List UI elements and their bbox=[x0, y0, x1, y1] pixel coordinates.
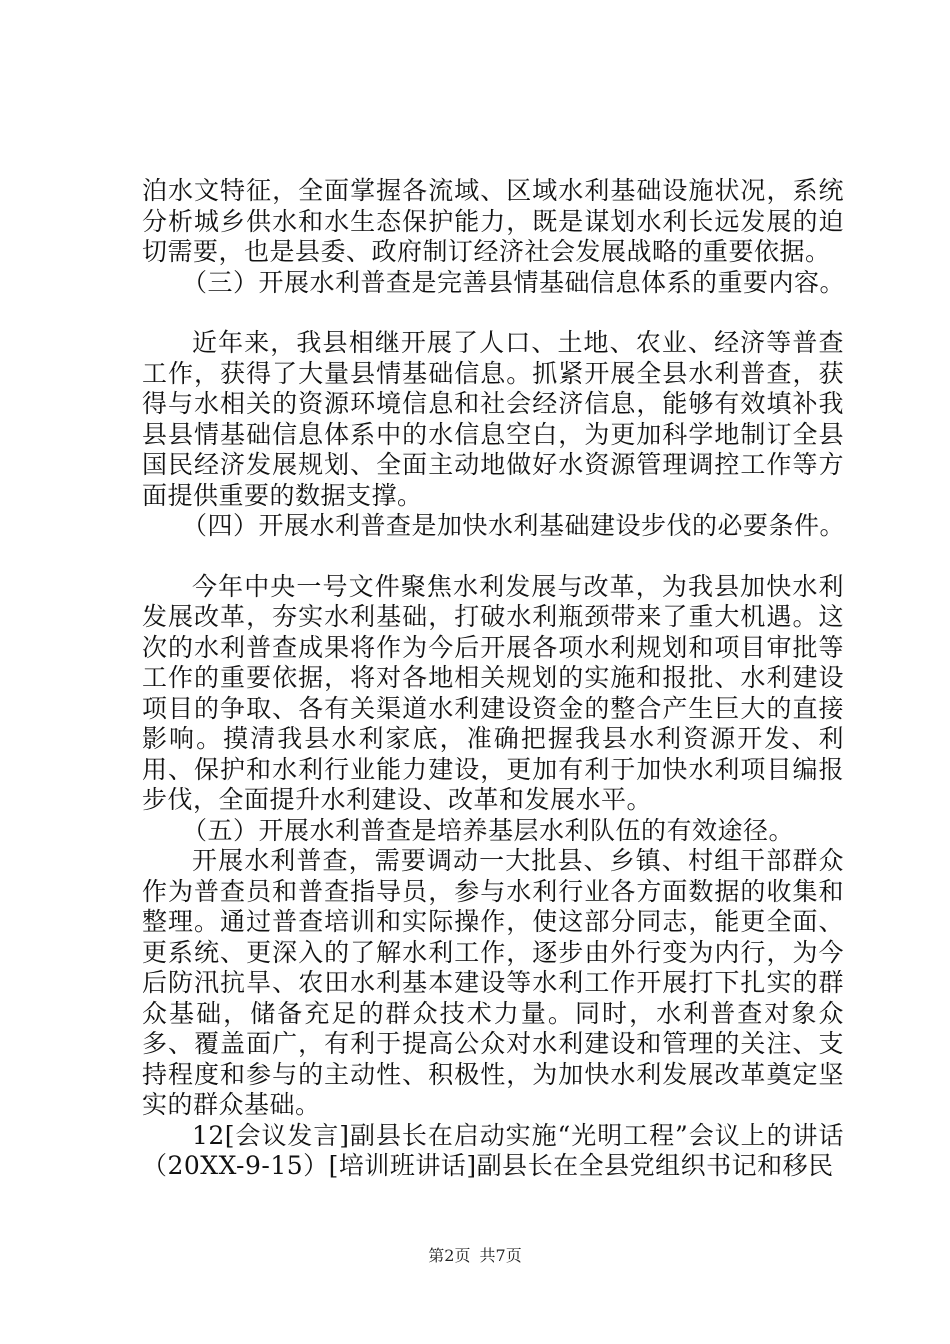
paragraph-p5: 12[会议发言]副县长在启动实施“光明工程”会议上的讲话（20XX-9-15）[培训班讲话]副县长在全县党组织书记和移民 bbox=[142, 1120, 844, 1180]
page-footer bbox=[0, 1243, 950, 1266]
body-text bbox=[142, 176, 844, 1182]
paragraph-p3: 今年中央一号文件聚焦水利发展与改革，为我县加快水利发展改革，夯实水利基础，打破水利瓶颈带来了重大机遇。这次的水利普查成果将作为今后开展各项水利规划和项目审批等工作的重要依据，将对各地相关规划的实施和报批、水利建设项目的争取、各有关渠道水利建设资金的整合产生巨大的直接影响。摸清我县水利家底，准确把握我县水利资源开发、利用、保护和水利行业能力建设，更加有利于加快水利项目编报步伐，全面提升水利建设、改革和发展水平。 bbox=[142, 571, 844, 814]
section-heading-3: （三）开展水利普查是完善县情基础信息体系的重要内容。 bbox=[182, 267, 846, 297]
paragraph-p2: 近年来，我县相继开展了人口、土地、农业、经济等普查工作，获得了大量县情基础信息。抓紧开展全县水利普查，获得与水相关的资源环境信息和社会经济信息，能够有效填补我县县情基础信息体系中的水信息空白，为更加科学地制订全县国民经济发展规划、全面主动地做好水资源管理调控工作等方面提供重要的数据支撑。 bbox=[142, 328, 844, 510]
section-heading-4: （四）开展水利普查是加快水利基础建设步伐的必要条件。 bbox=[182, 511, 846, 540]
paragraph-p1: 泊水文特征，全面掌握各流域、区域水利基础设施状况，系统分析城乡供水和水生态保护能力，既是谋划水利长远发展的迫切需要，也是县委、政府制订经济社会发展战略的重要依据。 bbox=[142, 176, 844, 266]
section-heading-5: （五）开展水利普查是培养基层水利队伍的有效途径。 bbox=[182, 815, 795, 845]
paragraph-p4: 开展水利普查，需要调动一大批县、乡镇、村组干部群众作为普查员和普查指导员，参与水利行业各方面数据的收集和整理。通过普查培训和实际操作，使这部分同志，能更全面、更系统、更深入的了解水利工作，逐步由外行变为内行，为今后防汛抗旱、农田水利基本建设等水利工作开展打下扎实的群众基础，储备充足的群众技术力量。同时，水利普查对象众多、覆盖面广，有利于提高公众对水利建设和管理的关注、支持程度和参与的主动性、积极性，为加快水利发展改革奠定坚实的群众基础。 bbox=[142, 846, 844, 1119]
page-number: 第2页 bbox=[428, 1246, 471, 1265]
page-total: 共7页 bbox=[479, 1246, 522, 1265]
